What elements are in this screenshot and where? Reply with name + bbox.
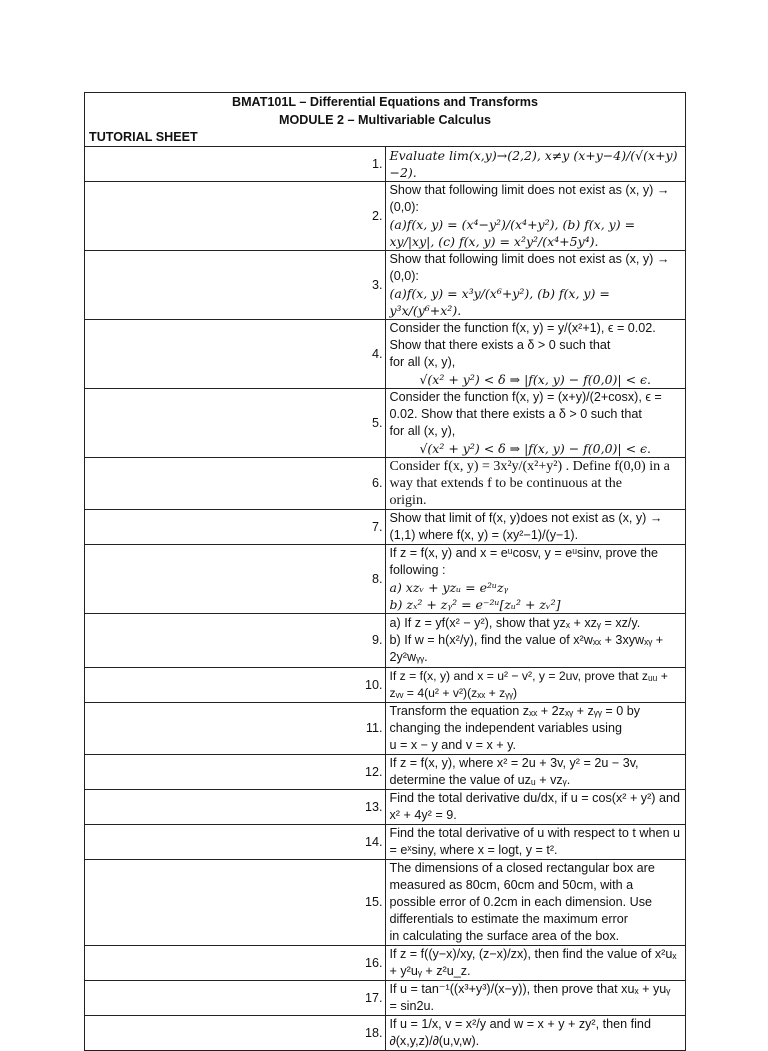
question-row: [85, 825, 686, 860]
course-title: BMAT101L – Differential Equations and Transforms: [231, 95, 539, 109]
question-number: 6.: [85, 458, 386, 510]
question-number: 12.: [85, 755, 386, 790]
question-number: 13.: [85, 790, 386, 825]
question-text: If z = f(x, y) and x = eᵘcosv, y = eᵘsinv, prove the following : a) xzᵥ + yzᵤ = e²ᵘzᵧ b) zₓ² + zᵧ² = e⁻²ᵘ[zᵤ² + zᵥ²]: [385, 545, 686, 614]
question-text: Find the total derivative of u with respect to t when u = eˣsiny, where x = logt, y = t².: [385, 825, 686, 860]
question-row: [85, 860, 686, 946]
question-number: 7.: [85, 510, 386, 545]
question-text: Evaluate lim(x,y)→(2,2), x≠y (x+y−4)/(√(x+y) −2).: [385, 147, 686, 182]
question-number: 17.: [85, 981, 386, 1016]
question-text: Show that following limit does not exist as (x, y) → (0,0): (a)f(x, y) = (x⁴−y²)/(x⁴+y²), (b) f(x, y) = xy/|xy|, (c) f(x, y) = x²y²/(x⁴+5y⁴).: [385, 182, 686, 251]
question-text: If u = tan⁻¹((x³+y³)/(x−y)), then prove that xuₓ + yuᵧ = sin2u.: [385, 981, 686, 1016]
question-row: [85, 755, 686, 790]
question-text: If z = f(x, y), where x² = 2u + 3v, y² = 2u − 3v, determine the value of uzᵤ + vzᵧ.: [385, 755, 686, 790]
tutorial-sheet: [84, 92, 686, 1051]
question-text: The dimensions of a closed rectangular box are measured as 80cm, 60cm and 50cm, with a possible error of 0.2cm in each dimension. Use differentials to estimate the maximum error in calculating the surface area of the box.: [385, 860, 686, 946]
question-row: [85, 1016, 686, 1051]
header-row: [85, 93, 686, 147]
question-row: [85, 458, 686, 510]
header-cell: [85, 93, 686, 147]
question-row: [85, 614, 686, 668]
question-number: 18.: [85, 1016, 386, 1051]
question-row: [85, 981, 686, 1016]
question-number: 1.: [85, 147, 386, 182]
question-row: [85, 510, 686, 545]
question-number: 8.: [85, 545, 386, 614]
question-row: [85, 251, 686, 320]
question-row: [85, 389, 686, 458]
sheet-label: TUTORIAL SHEET: [89, 130, 198, 144]
question-number: 11.: [85, 703, 386, 755]
question-row: [85, 182, 686, 251]
question-number: 4.: [85, 320, 386, 389]
question-number: 2.: [85, 182, 386, 251]
question-text: Consider the function f(x, y) = (x+y)/(2+cosx), ϵ = 0.02. Show that there exists a δ > 0 such that for all (x, y), √(x² + y²) < δ ⇒ |f(x, y) − f(0,0)| < ϵ.: [385, 389, 686, 458]
question-text: Consider the function f(x, y) = y/(x²+1), ϵ = 0.02. Show that there exists a δ > 0 such that for all (x, y), √(x² + y²) < δ ⇒ |f(x, y) − f(0,0)| < ϵ.: [385, 320, 686, 389]
question-text: Transform the equation zₓₓ + 2zₓᵧ + zᵧᵧ = 0 by changing the independent variables using u = x − y and v = x + y.: [385, 703, 686, 755]
question-row: [85, 790, 686, 825]
question-number: 5.: [85, 389, 386, 458]
question-row: [85, 703, 686, 755]
question-text: Show that following limit does not exist as (x, y) → (0,0): (a)f(x, y) = x³y/(x⁶+y²), (b) f(x, y) = y³x/(y⁶+x²).: [385, 251, 686, 320]
question-text: If u = 1/x, v = x²/y and w = x + y + zy², then find ∂(x,y,z)/∂(u,v,w).: [385, 1016, 686, 1051]
question-text: If z = f((y−x)/xy, (z−x)/zx), then find the value of x²uₓ + y²uᵧ + z²u_z.: [385, 946, 686, 981]
question-row: [85, 147, 686, 182]
tutorial-table: [84, 92, 686, 1051]
question-number: 14.: [85, 825, 386, 860]
question-text: a) If z = yf(x² − y²), show that yzₓ + xzᵧ = xz/y. b) If w = h(x²/y), find the value of x²wₓₓ + 3xywₓᵧ + 2y²wᵧᵧ.: [385, 614, 686, 668]
question-number: 3.: [85, 251, 386, 320]
question-text: If z = f(x, y) and x = u² − v², y = 2uv, prove that zᵤᵤ + zᵥᵥ = 4(u² + v²)(zₓₓ + zᵧᵧ): [385, 668, 686, 703]
question-row: [85, 668, 686, 703]
question-text: Find the total derivative du/dx, if u = cos(x² + y²) and x² + 4y² = 9.: [385, 790, 686, 825]
question-number: 15.: [85, 860, 386, 946]
question-row: [85, 320, 686, 389]
question-number: 9.: [85, 614, 386, 668]
question-number: 10.: [85, 668, 386, 703]
question-row: [85, 545, 686, 614]
question-row: [85, 946, 686, 981]
question-text: Consider f(x, y) = 3x²y/(x²+y²) . Define f(0,0) in a way that extends f to be continuous at the origin.: [385, 458, 686, 510]
question-number: 16.: [85, 946, 386, 981]
question-text: Show that limit of f(x, y)does not exist as (x, y) → (1,1) where f(x, y) = (xy²−1)/(y−1).: [385, 510, 686, 545]
module-title: MODULE 2 – Multivariable Calculus: [278, 113, 492, 127]
